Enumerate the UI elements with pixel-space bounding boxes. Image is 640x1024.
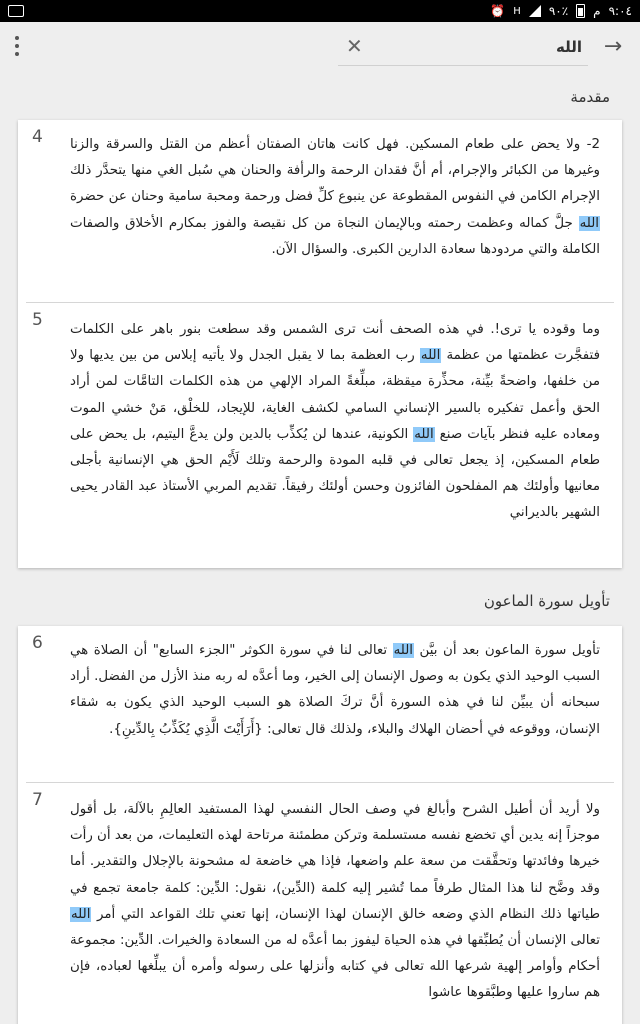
- search-highlight: الله: [393, 643, 414, 658]
- battery-icon: [576, 4, 585, 18]
- search-field[interactable]: [338, 28, 588, 66]
- battery-percent: ٩٠٪: [548, 4, 569, 18]
- search-toolbar: [0, 22, 640, 72]
- search-input[interactable]: [338, 38, 588, 56]
- result-item[interactable]: [18, 303, 622, 527]
- signal-icon: [529, 5, 541, 17]
- section-title-tawil-al-maun: تأويل سورة الماعون: [483, 592, 610, 610]
- status-bar: [0, 0, 640, 22]
- result-item[interactable]: [18, 120, 622, 302]
- section-title-muqaddima: مقدمة: [570, 88, 610, 106]
- result-item[interactable]: [18, 626, 622, 782]
- result-number: 7: [32, 790, 43, 810]
- screenshot-notification-icon: [8, 5, 24, 17]
- search-highlight: الله: [414, 426, 434, 442]
- status-bar-left: [8, 5, 24, 17]
- status-time-suffix: م: [593, 4, 601, 18]
- result-number: 6: [32, 633, 43, 653]
- result-text: تأويل سورة الماعون بعد أن بيَّن الله تعالى لنا في سورة الكوثر "الجزء السابع" أن الصلاة هي السبب الوحيد الذي يكون به وصول الإنسان إلى الخير، وما أعدَّه له ربه منذ الأزل من الفضل. أراد سبحانه أن يبيِّن لنا في هذه السورة أنَّ تركَ الصلاة هو السبب الوحيد الذي يكون به شقاء الإنسان، ووقوعه في أحضان الهلاك والبلاء، ولذلك قال تعالى: {أَرَأَيْتَ الَّذِي يُكَذِّبُ بِالدِّينِ}.: [70, 643, 600, 737]
- search-highlight: الله: [420, 348, 441, 364]
- network-h-icon: H: [513, 5, 521, 17]
- more-vert-icon[interactable]: [14, 36, 20, 56]
- status-bar-right: [490, 4, 632, 18]
- result-text: ولا أريد أن أطيل الشرح وأبالغ في وصف الحال النفسي لهذا المستفيد العالِمِ بالآلة، بل أقول موجزاً إنه يدين أي تخضع نفسه مستسلمة وتركن مطمئنة مرتاحة لهذه التعليمات، من بعد أن رأت خيرها وفائدتها وتحقَّقت من سعة علم واضعها، فإذا هي خاضعة له مشحونة بالإجلال والتقدير. أما وقد وضَّح لنا هذا المثال طرفاً مما تُشير إليه كلمة (الدِّين)، نقول: الدِّين: كلمة جامعة تجمع في طياتها ذلك النظام الذي وضعه خالق الإنسان لهذا الإنسان، إنها تعني تلك القواعد التي أمر الله تعالى الإنسان أن يُطبِّقها في هذه الحياة ليفوز بما أعدَّه له من السعادة والخيرات. الدِّين: مجموعة أحكام وأوامر إلهية شرعها الله تعالى في كتابه وأنزلها على رسوله وأمره أن يبلِّغها لعباده، فإن هم ساروا عليها وطبَّقوها عاشوا: [70, 802, 600, 1001]
- result-text: وما وقوده يا ترى!. في هذه الصحف أنت ترى الشمس وقد سطعت بنور باهر على الكلمات فتفجَّرت عظمتها من عظمة الله رب العظمة بما لا يقبل الجدل ولا يأتيه إبلاس من بين يديها ولا من خلفها، واضحةً بيِّنة، محذِّرة ميقظة، مبلِّغةً المراد الإلهي من هذه الكلمات التامَّات لمن أراد الحق وأعمل تفكيره بالسير الإنساني السامي لكشف الغاية، للإيجاد، للخلْق، مَنْ خشي الموت ومعاده عليه فنظر بآيات صنع الله الكونية، عندها لن يُكذِّب بالدين ولن يدعَّ اليتيم، بل يحض على طعام المسكين، إذ يجعل تعالى في قلبه المودة والرحمة وتلك لَأَيْم الحق هي الإنسانية بأجلى معانيها وأولئك هم المفلحون الفائزون وحسن أولئك رفيقاً. تقديم المربي الأستاذ عبد القادر يحيى الشهير بالديراني: [70, 322, 601, 521]
- result-number: 4: [32, 127, 43, 147]
- result-text: 2- ولا يحض على طعام المسكين. فهل كانت هاتان الصفتان أعظم من القتل والسرقة والزنا وغيرها من الكبائر والإجرام، أم أنَّ فقدان الرحمة والرأفة والحنان هي سُبل الغي منها يتحدَّر ذلك الإجرام الكامن في النفوس المقطوعة عن ينبوع كلِّ فضل ورحمة ومحبة سامية وحنان عن حضرة الله جلَّ كماله وعظمت رحمته وبالإيمان النجاة من كل نقيصة والفوز بمكارم الأخلاق والصفات الكاملة والتي مردودها سعادة الدارين الكبرى. والسؤال الآن.: [70, 137, 600, 257]
- search-highlight: الله: [71, 906, 91, 922]
- close-icon[interactable]: ✕: [346, 34, 363, 58]
- arrow-forward-icon[interactable]: →: [603, 34, 623, 59]
- result-item[interactable]: [18, 783, 622, 1007]
- results-card: [18, 626, 622, 1024]
- result-number: 5: [32, 310, 43, 330]
- results-card: [18, 120, 622, 568]
- search-highlight: الله: [579, 215, 599, 231]
- alarm-icon: ⏰: [490, 4, 506, 18]
- status-time: ٩:٠٤: [608, 4, 632, 18]
